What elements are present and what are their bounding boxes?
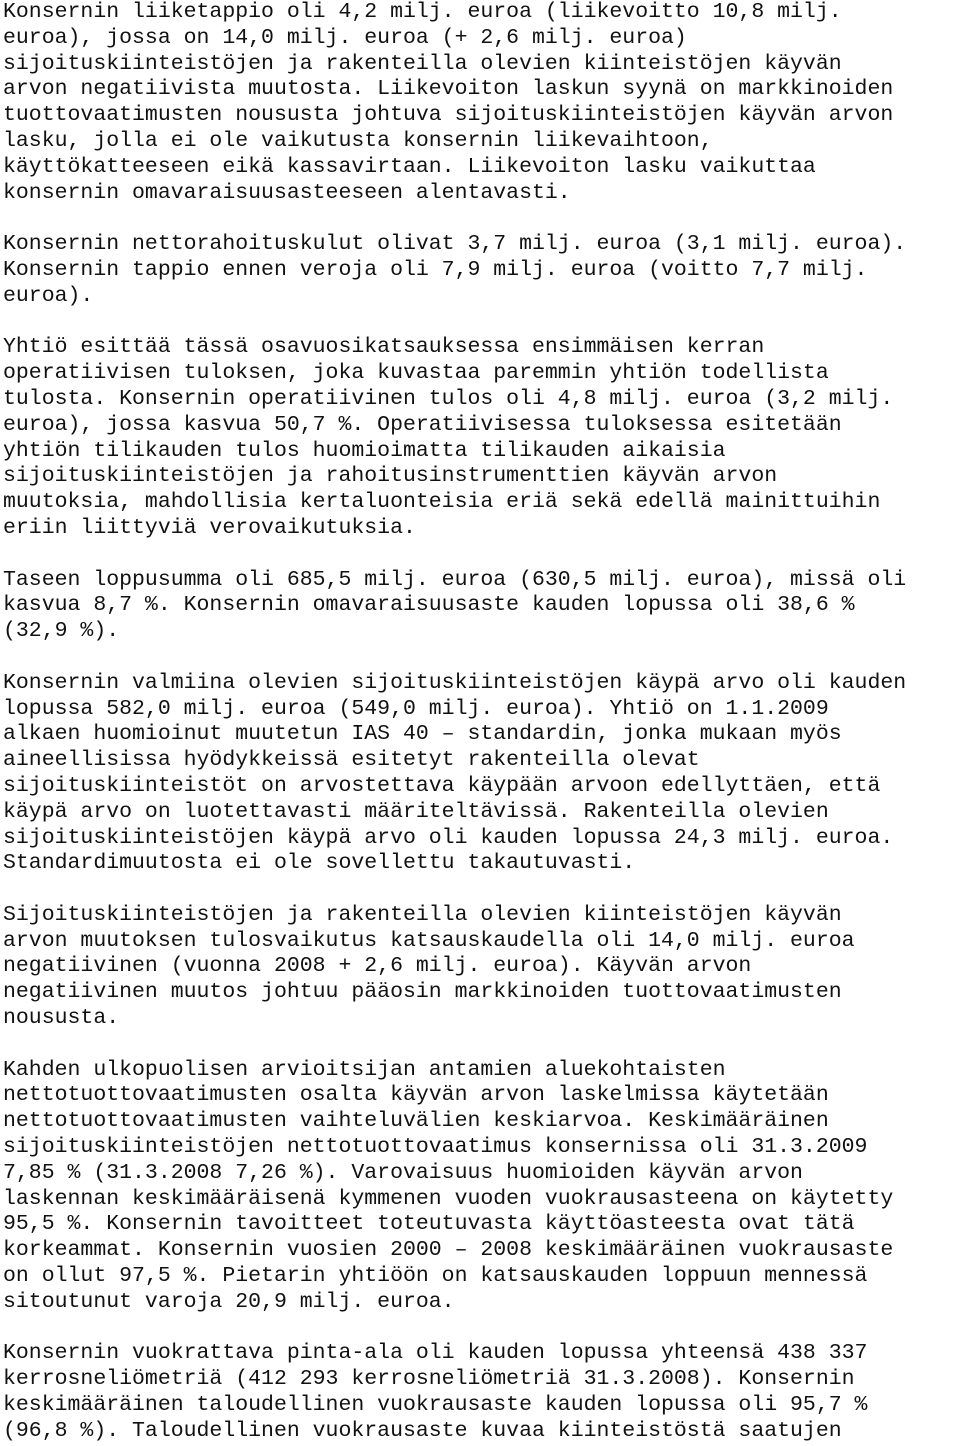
paragraph-spacer — [3, 206, 960, 232]
text-line: arvon negatiivista muutosta. Liikevoiton laskun syynä on markkinoiden — [3, 77, 894, 102]
text-line: sijoituskiinteistöjen ja rahoitusinstrumenttien käyvän arvon — [3, 464, 778, 489]
text-line: (32,9 %). — [3, 619, 120, 644]
paragraph-spacer — [3, 877, 960, 903]
paragraph — [3, 335, 960, 541]
text-line: 7,85 % (31.3.2008 7,26 %). Varovaisuus huomioiden käyvän arvon — [3, 1160, 803, 1185]
text-line: nettotuottovaatimusten osalta käyvän arvon laskelmissa käytetään — [3, 1083, 829, 1108]
paragraph — [3, 568, 960, 645]
paragraph-spacer — [3, 310, 960, 336]
text-line: tulosta. Konsernin operatiivinen tulos oli 4,8 milj. euroa (3,2 milj. — [3, 386, 894, 411]
text-line: lasku, jolla ei ole vaikutusta konsernin liikevaihtoon, — [3, 128, 713, 153]
text-line: Konsernin vuokrattava pinta-ala oli kauden lopussa yhteensä 438 337 — [3, 1341, 868, 1366]
text-line: nettotuottovaatimusten vaihteluvälien keskiarvoa. Keskimääräinen — [3, 1109, 829, 1134]
paragraph-spacer — [3, 645, 960, 671]
document-body — [3, 0, 960, 1445]
text-line: tuottovaatimusten noususta johtuva sijoituskiinteistöjen käyvän arvon — [3, 103, 894, 128]
paragraph — [3, 671, 960, 877]
text-line: (96,8 %). Taloudellinen vuokrausaste kuvaa kiinteistöstä saatujen — [3, 1418, 842, 1443]
text-line: Taseen loppusumma oli 685,5 milj. euroa (630,5 milj. euroa), missä oli — [3, 567, 907, 592]
text-line: lopussa 582,0 milj. euroa (549,0 milj. euroa). Yhtiö on 1.1.2009 — [3, 696, 829, 721]
text-line: sijoituskiinteistöjen käypä arvo oli kauden lopussa 24,3 milj. euroa. — [3, 825, 894, 850]
text-line: Konsernin liiketappio oli 4,2 milj. euroa (liikevoitto 10,8 milj. — [3, 0, 842, 24]
text-line: sijoituskiinteistöjen ja rakenteilla olevien kiinteistöjen käyvän — [3, 51, 842, 76]
text-line: operatiivisen tuloksen, joka kuvastaa paremmin yhtiön todellista — [3, 361, 829, 386]
paragraph — [3, 1058, 960, 1316]
text-line: euroa), jossa on 14,0 milj. euroa (+ 2,6 milj. euroa) — [3, 25, 687, 50]
text-line: negatiivinen (vuonna 2008 + 2,6 milj. euroa). Käyvän arvon — [3, 954, 752, 979]
text-line: sijoituskiinteistöt on arvostettava käypään arvoon edellyttäen, että — [3, 773, 881, 798]
text-line: käyttökatteeseen eikä kassavirtaan. Liikevoiton lasku vaikuttaa — [3, 154, 816, 179]
text-line: konsernin omavaraisuusasteeseen alentavasti. — [3, 180, 571, 205]
text-line: sitoutunut varoja 20,9 milj. euroa. — [3, 1289, 455, 1314]
text-line: 95,5 %. Konsernin tavoitteet toteutuvasta käyttöasteesta ovat tätä — [3, 1212, 855, 1237]
text-line: Konsernin tappio ennen veroja oli 7,9 milj. euroa (voitto 7,7 milj. — [3, 257, 868, 282]
paragraph — [3, 0, 960, 206]
paragraph-spacer — [3, 542, 960, 568]
text-line: euroa). — [3, 283, 94, 308]
text-line: korkeammat. Konsernin vuosien 2000 – 2008 keskimääräinen vuokrausaste — [3, 1238, 894, 1263]
text-line: euroa), jossa kasvua 50,7 %. Operatiivisessa tuloksessa esitetään — [3, 412, 842, 437]
text-line: Konsernin valmiina olevien sijoituskiinteistöjen käypä arvo oli kauden — [3, 670, 907, 695]
paragraph — [3, 232, 960, 309]
text-line: negatiivinen muutos johtuu pääosin markkinoiden tuottovaatimusten — [3, 980, 842, 1005]
text-line: Standardimuutosta ei ole sovellettu takautuvasti. — [3, 851, 636, 876]
text-line: kasvua 8,7 %. Konsernin omavaraisuusaste kauden lopussa oli 38,6 % — [3, 593, 855, 618]
text-line: Kahden ulkopuolisen arvioitsijan antamien aluekohtaisten — [3, 1057, 726, 1082]
text-line: keskimääräinen taloudellinen vuokrausaste kauden lopussa oli 95,7 % — [3, 1393, 868, 1418]
paragraph — [3, 1341, 960, 1444]
text-line: Sijoituskiinteistöjen ja rakenteilla olevien kiinteistöjen käyvän — [3, 902, 842, 927]
text-line: aineellisissa hyödykkeissä esitetyt rakenteilla olevat — [3, 748, 700, 773]
text-line: laskennan keskimääräisenä kymmenen vuoden vuokrausasteena on käytetty — [3, 1186, 894, 1211]
text-line: Yhtiö esittää tässä osavuosikatsauksessa ensimmäisen kerran — [3, 335, 765, 360]
text-line: kerrosneliömetriä (412 293 kerrosneliömetriä 31.3.2008). Konsernin — [3, 1367, 855, 1392]
text-line: eriin liittyviä verovaikutuksia. — [3, 515, 416, 540]
paragraph — [3, 903, 960, 1032]
paragraph-spacer — [3, 1032, 960, 1058]
text-line: noususta. — [3, 1006, 120, 1031]
text-line: muutoksia, mahdollisia kertaluonteisia eriä sekä edellä mainittuihin — [3, 490, 881, 515]
text-line: sijoituskiinteistöjen nettotuottovaatimus konsernissa oli 31.3.2009 — [3, 1135, 868, 1160]
text-line: on ollut 97,5 %. Pietarin yhtiöön on katsauskauden loppuun mennessä — [3, 1264, 868, 1289]
text-line: alkaen huomioinut muutetun IAS 40 – standardin, jonka mukaan myös — [3, 722, 842, 747]
text-line: Konsernin nettorahoituskulut olivat 3,7 milj. euroa (3,1 milj. euroa). — [3, 232, 907, 257]
text-line: arvon muutoksen tulosvaikutus katsauskaudella oli 14,0 milj. euroa — [3, 928, 855, 953]
paragraph-spacer — [3, 1316, 960, 1342]
text-line: yhtiön tilikauden tulos huomioimatta tilikauden aikaisia — [3, 438, 726, 463]
text-line: käypä arvo on luotettavasti määriteltävissä. Rakenteilla olevien — [3, 799, 829, 824]
